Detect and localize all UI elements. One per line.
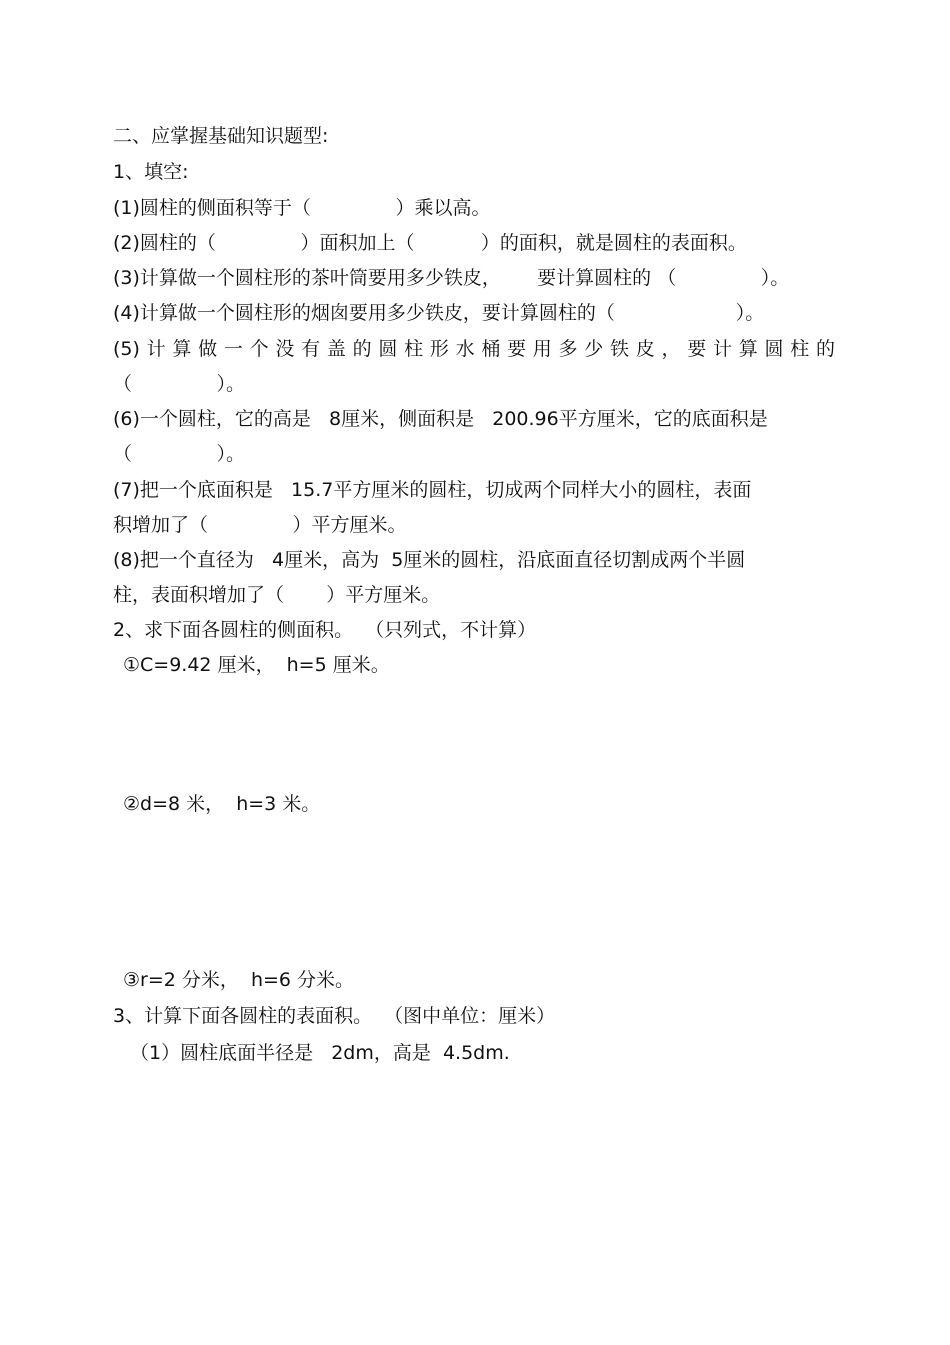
fill-blank-item-7-cont: 积增加了（ ）平方厘米。 [113,514,407,536]
fill-blank-item-5-cont: （ ）。 [113,373,246,395]
fill-blank-item-6: (6)一个圆柱，它的高是 8厘米，侧面积是 200.96平方厘米，它的底面积是 [113,408,768,430]
fill-blank-heading: 1、填空: [113,161,189,183]
lateral-area-heading: 2、求下面各圆柱的侧面积。 （只列式，不计算） [113,619,537,641]
section-title: 二、应掌握基础知识题型: [113,125,329,147]
fill-blank-item-8-cont: 柱，表面积增加了（ ）平方厘米。 [113,584,441,606]
surface-area-item-1: （1）圆柱底面半径是 2dm，高是 4.5dm. [130,1042,510,1064]
surface-area-heading: 3、计算下面各圆柱的表面积。 （图中单位：厘米） [113,1005,556,1027]
fill-blank-item-4: (4)计算做一个圆柱形的烟囱要用多少铁皮，要计算圆柱的（ ）。 [113,302,765,324]
fill-blank-item-2: (2)圆柱的（ ）面积加上（ ）的面积，就是圆柱的表面积。 [113,232,747,254]
fill-blank-item-1: (1)圆柱的侧面积等于（ ）乘以高。 [113,197,491,219]
fill-blank-item-7: (7)把一个底面积是 15.7平方厘米的圆柱，切成两个同样大小的圆柱，表面 [113,479,752,501]
fill-blank-item-8: (8)把一个直径为 4厘米，高为 5厘米的圆柱，沿底面直径切割成两个半圆 [113,549,746,571]
fill-blank-item-6-cont: （ ）。 [113,443,246,465]
fill-blank-item-3: (3)计算做一个圆柱形的茶叶筒要用多少铁皮， 要计算圆柱的 （ ）。 [113,267,790,289]
lateral-area-item-1: ①C=9.42 厘米， h=5 厘米。 [123,654,390,676]
lateral-area-item-3: ③r=2 分米， h=6 分米。 [123,969,355,991]
lateral-area-item-2: ②d=8 米， h=3 米。 [123,793,321,815]
fill-blank-item-5: (5)计算做一个没有盖的圆柱形水桶要用多少铁皮，要计算圆柱的 [113,338,835,360]
